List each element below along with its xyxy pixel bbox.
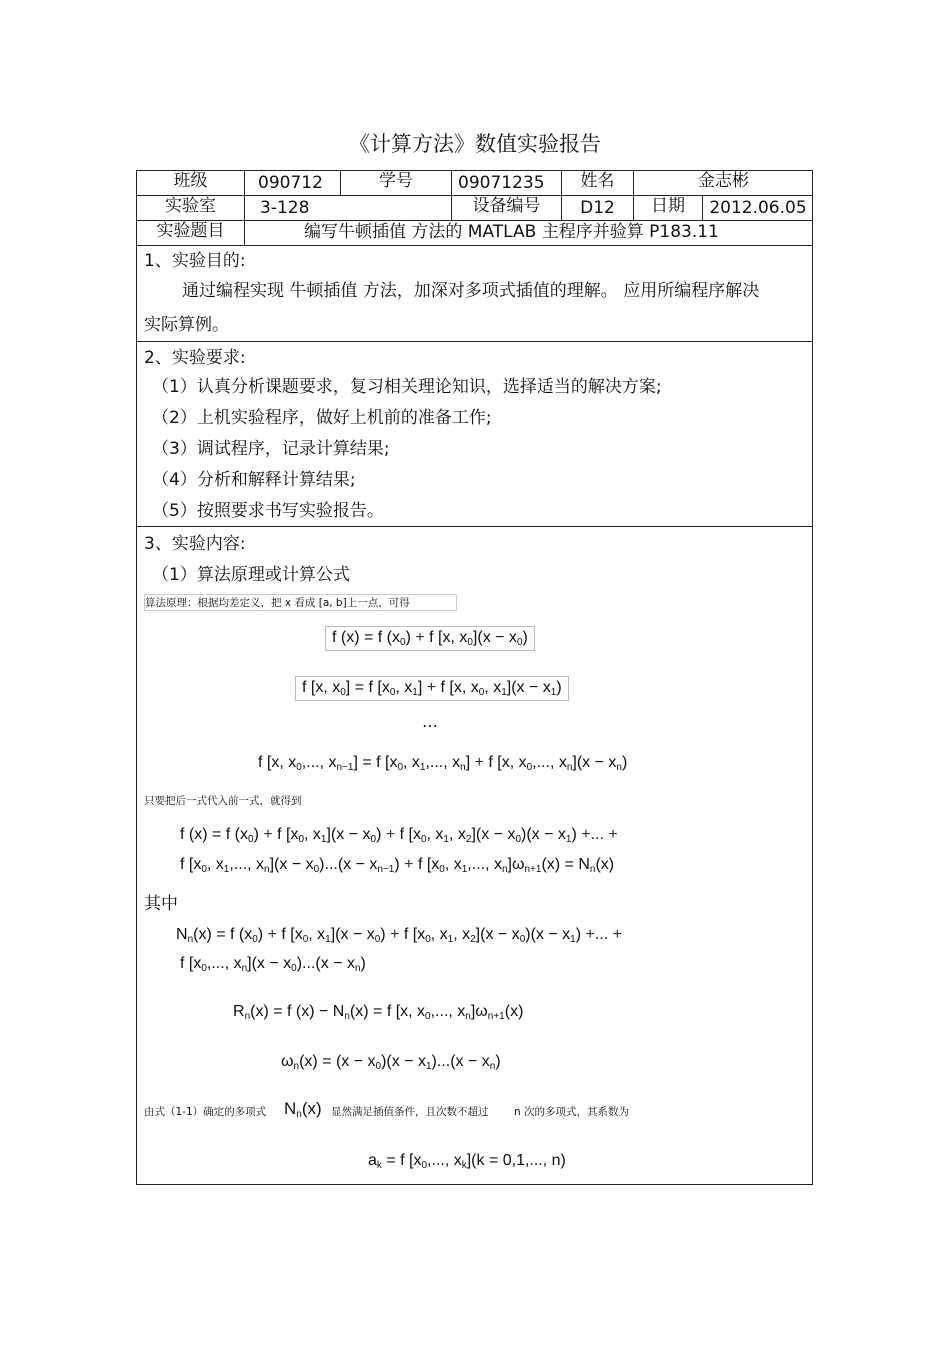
algorithm-subheading: （1）算法原理或计算公式 xyxy=(152,565,350,585)
requirement-item: （5）按照要求书写实验报告。 xyxy=(152,501,384,521)
purpose-line-1: 通过编程实现 牛顿插值 方法，加深对多项式插值的理解。 应用所编程序解决 xyxy=(182,281,760,301)
student-id-value: 09071235 xyxy=(458,173,545,193)
formula-4b: f [$x_0$, $x_1$,..., $x_n](x - x_0)...(x - x_{n-1}) + f$ [$x_0$, $x_1$,..., $x_n]\omega_{n+1}(x) = N_n(x)$ xyxy=(180,856,615,875)
formula-4a: f (x) = f $(x_0) + f$ [$x_0$, $x_1](x - x_0) + f$ [$x_0$, $x_1$, $x_2](x - x_0)(x - x_1)$ +... + xyxy=(180,826,618,845)
formula-8: $a_k = f$ [$x_0$,..., $x_k](k = 0,1$,..., n) xyxy=(368,1152,566,1171)
requirements-heading: 2、实验要求: xyxy=(144,348,246,368)
class-label: 班级 xyxy=(173,171,208,191)
date-value: 2012.06.05 xyxy=(709,198,807,218)
substitute-text: 只要把后一式代入前一式，就得到 xyxy=(144,795,302,807)
conclusion-part-c: n 次的多项式，其系数为 xyxy=(514,1106,629,1118)
topic-label: 实验题目 xyxy=(156,221,225,241)
formula-3: f [x, $x_0$,..., $x_{n-1}] = f$ [$x_0$, $x_1$,..., $x_n] + f$ [x, $x_0$,..., $x_n](x - x_n)$ xyxy=(258,754,628,773)
purpose-heading: 1、实验目的: xyxy=(144,251,246,271)
lab-value: 3-128 xyxy=(260,198,310,218)
name-value: 金志彬 xyxy=(698,171,749,191)
requirement-item: （2）上机实验程序，做好上机前的准备工作; xyxy=(152,408,492,428)
ellipsis: … xyxy=(422,712,438,731)
formula-6: $R_n(x) = f$ $(x) - N_n(x) = f$ [x, $x_0$,..., $x_n]\omega_{n+1}(x)$ xyxy=(233,1003,524,1022)
student-id-label: 学号 xyxy=(379,171,413,191)
formula-7: $\omega_n(x) = (x - x_0)(x - x_1)...(x - x_n)$ xyxy=(281,1053,501,1072)
divider xyxy=(244,170,245,245)
requirement-item: （1）认真分析课题要求，复习相关理论知识，选择适当的解决方案; xyxy=(152,377,662,397)
divider xyxy=(136,526,813,527)
class-value: 090712 xyxy=(258,173,323,193)
divider xyxy=(136,341,813,342)
report-title: 《计算方法》数值实验报告 xyxy=(349,132,601,156)
topic-value: 编写牛顿插值 方法的 MATLAB 主程序并验算 P183.11 xyxy=(304,222,719,242)
equipment-label: 设备编号 xyxy=(472,196,541,216)
conclusion-part-b: 显然满足插值条件，且次数不超过 xyxy=(331,1106,489,1118)
requirement-item: （4）分析和解释计算结果; xyxy=(152,470,356,490)
principle-text: 算法原理：根据均差定义，把 x 看成 [a, b]上一点，可得 xyxy=(144,594,457,611)
formula-5b: f [$x_0$,..., $x_n](x - x_0)...(x - x_n)$ xyxy=(180,955,366,974)
name-label: 姓名 xyxy=(580,171,615,191)
where-text: 其中 xyxy=(144,894,178,914)
equipment-value: D12 xyxy=(580,198,615,218)
formula-1: f (x) = f $(x_0) + f$ [x, $x_0](x - x_0)$ xyxy=(325,626,535,651)
purpose-line-2: 实际算例。 xyxy=(144,315,229,335)
formula-2: f [x, $x_0] = f$ [$x_0$, $x_1] + f$ [x, $x_0$, $x_1](x - x_1)$ xyxy=(295,676,569,701)
formula-5a: $N_n(x) = f$ $(x_0) + f$ [$x_0$, $x_1](x - x_0) + f$ [$x_0$, $x_1$, $x_2](x - x_0)(x - x_1)$ +... + xyxy=(176,926,622,945)
date-label: 日期 xyxy=(651,196,685,216)
formula-nn: $N_n(x)$ xyxy=(284,1099,322,1120)
lab-label: 实验室 xyxy=(165,196,216,216)
requirement-item: （3）调试程序，记录计算结果; xyxy=(152,439,390,459)
conclusion-part-a: 由式（1-1）确定的多项式 xyxy=(144,1106,267,1118)
content-heading: 3、实验内容: xyxy=(144,534,246,554)
